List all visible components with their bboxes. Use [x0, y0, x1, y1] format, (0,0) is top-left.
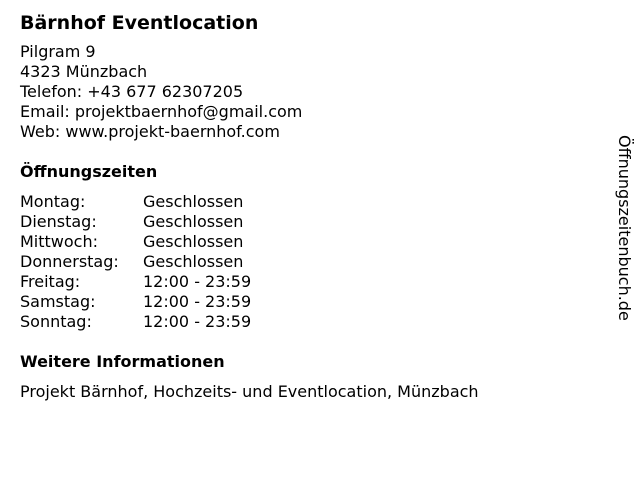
hours-day: Mittwoch:	[20, 232, 98, 251]
location-card	[20, 10, 600, 402]
phone-line: Telefon: +43 677 62307205	[20, 82, 244, 101]
page-title: Bärnhof Eventlocation	[20, 12, 259, 34]
hours-time: 12:00 - 23:59	[143, 292, 252, 311]
email-line: Email: projektbaernhof@gmail.com	[20, 102, 303, 121]
hours-time: 12:00 - 23:59	[143, 272, 252, 291]
hours-day: Dienstag:	[20, 212, 97, 231]
hours-day: Samstag:	[20, 292, 96, 311]
hours-row-tuesday	[20, 212, 600, 232]
hours-time: Geschlossen	[143, 192, 244, 211]
hours-row-thursday	[20, 252, 600, 272]
address-city: 4323 Münzbach	[20, 62, 148, 81]
hours-row-saturday	[20, 292, 600, 312]
site-watermark: Öffnungszeitenbuch.de	[615, 135, 634, 321]
hours-row-sunday	[20, 312, 600, 332]
hours-row-friday	[20, 272, 600, 292]
further-info-heading: Weitere Informationen	[20, 352, 225, 371]
hours-day: Freitag:	[20, 272, 81, 291]
opening-hours-heading: Öffnungszeiten	[20, 162, 158, 181]
hours-day: Montag:	[20, 192, 86, 211]
address-street: Pilgram 9	[20, 42, 96, 61]
hours-row-monday	[20, 192, 600, 212]
hours-day: Donnerstag:	[20, 252, 119, 271]
website-line: Web: www.projekt-baernhof.com	[20, 122, 280, 141]
hours-row-wednesday	[20, 232, 600, 252]
further-info-text: Projekt Bärnhof, Hochzeits- und Eventlocation, Münzbach	[20, 382, 479, 401]
hours-time: Geschlossen	[143, 232, 244, 251]
opening-hours-table	[20, 192, 600, 332]
hours-time: 12:00 - 23:59	[143, 312, 252, 331]
hours-time: Geschlossen	[143, 252, 244, 271]
hours-day: Sonntag:	[20, 312, 92, 331]
hours-time: Geschlossen	[143, 212, 244, 231]
